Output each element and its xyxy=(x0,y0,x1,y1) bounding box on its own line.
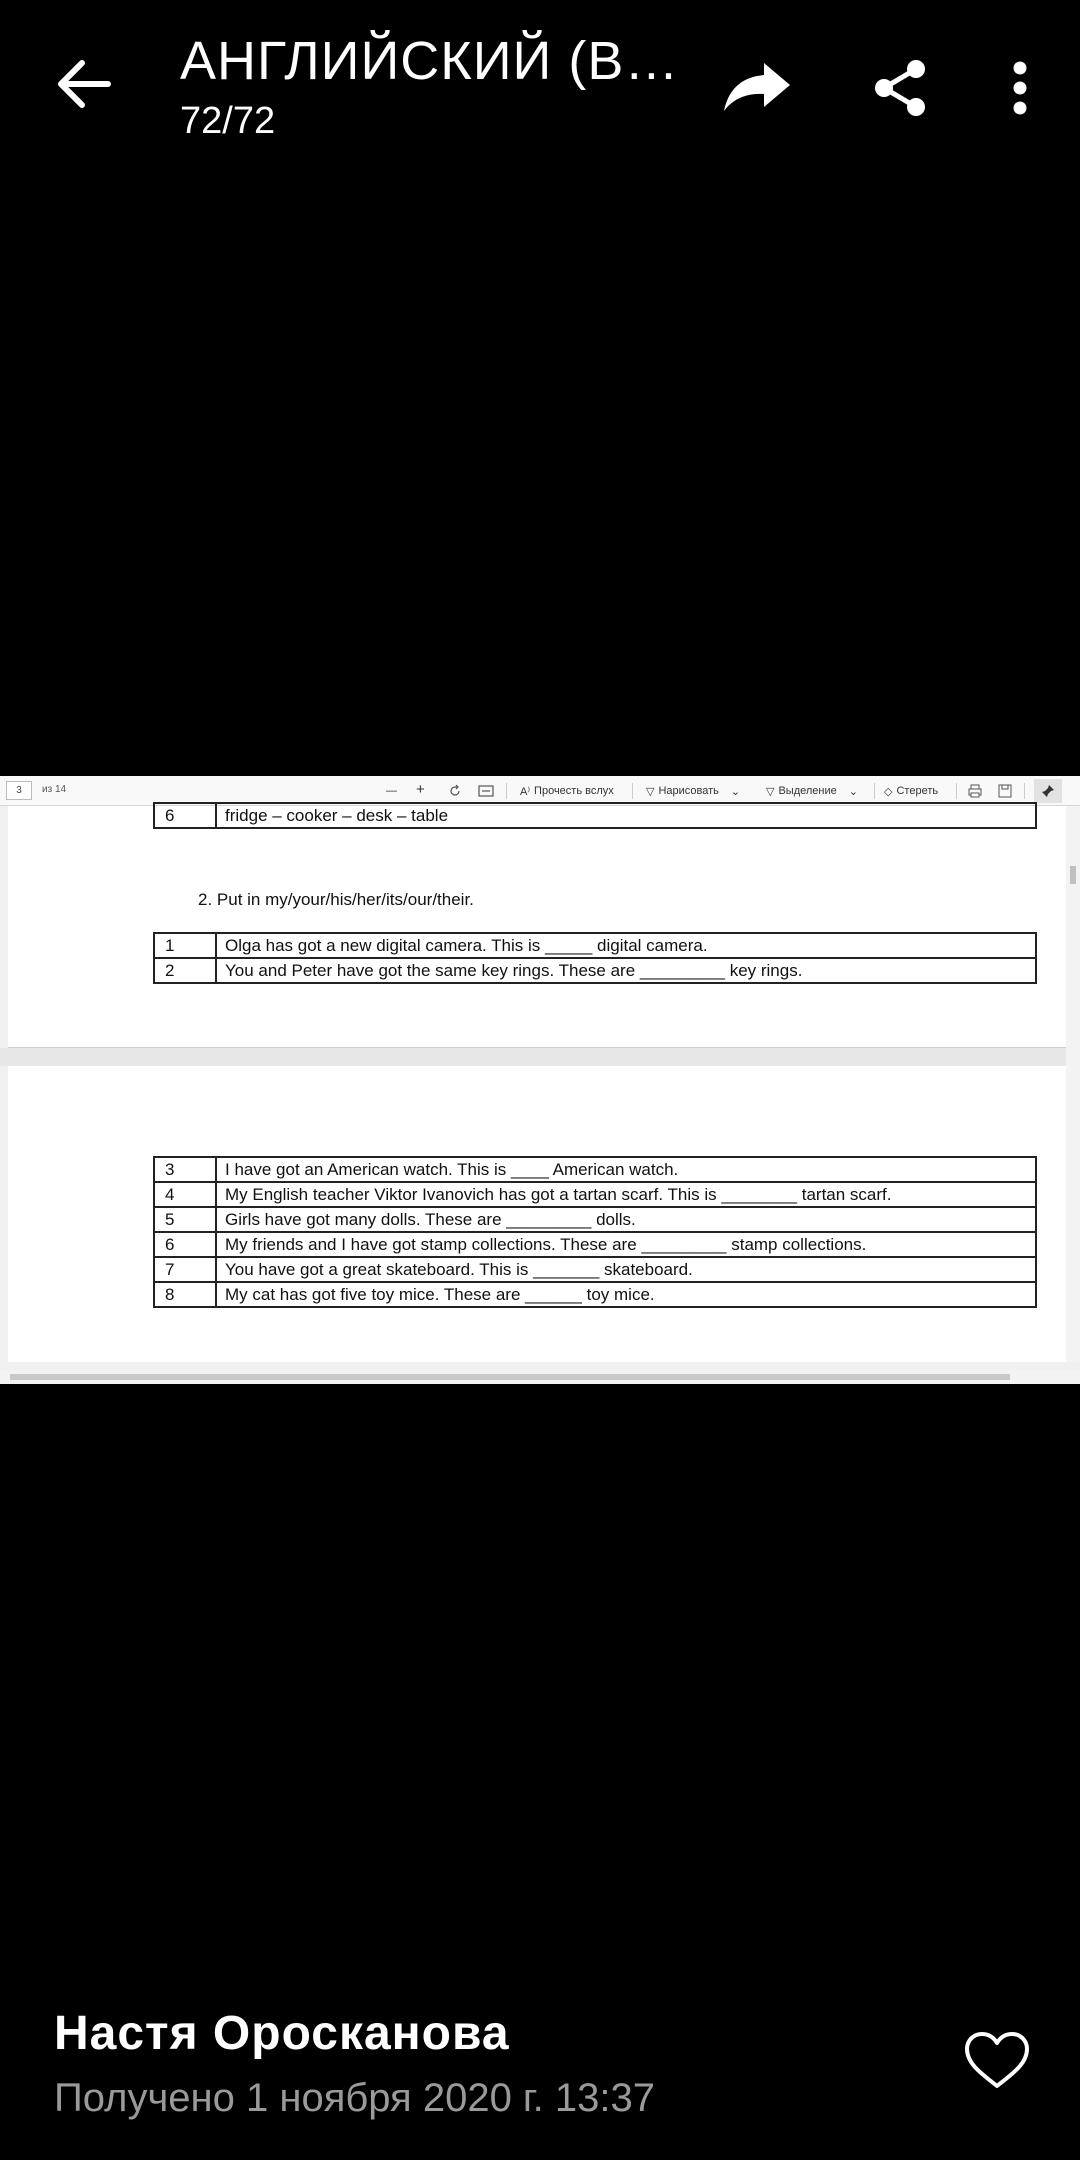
row-number: 5 xyxy=(154,1207,216,1232)
draw-label: Нарисовать xyxy=(658,785,719,797)
minus-icon: — xyxy=(386,785,397,797)
row-number: 8 xyxy=(154,1282,216,1307)
draw-button[interactable] xyxy=(646,783,740,799)
read-aloud-button[interactable] xyxy=(520,783,614,799)
row-text: I have got an American watch. This is ____ American watch. xyxy=(216,1157,1036,1182)
pdf-page-1 xyxy=(8,806,1066,1048)
erase-label: Стереть xyxy=(896,785,939,797)
row-text: You have got a great skateboard. This is _______ skateboard. xyxy=(216,1257,1036,1282)
table-row xyxy=(154,1282,1036,1307)
vertical-scrollbar[interactable] xyxy=(1066,806,1080,1362)
row-number: 6 xyxy=(154,803,216,828)
row-number: 4 xyxy=(154,1182,216,1207)
highlight-button[interactable] xyxy=(766,783,858,799)
highlight-icon: ▽ xyxy=(766,785,775,798)
pdf-page-2 xyxy=(8,1066,1066,1362)
top-app-bar xyxy=(0,0,1080,160)
table-row xyxy=(154,958,1036,983)
zoom-in-button[interactable] xyxy=(416,781,425,797)
chevron-down-icon: ⌄ xyxy=(730,785,741,798)
row-number: 6 xyxy=(154,1232,216,1257)
row-number: 2 xyxy=(154,958,216,983)
print-icon[interactable] xyxy=(968,783,982,799)
table-row xyxy=(154,1157,1036,1182)
heart-icon[interactable] xyxy=(962,2030,1032,2092)
highlight-label: Выделение xyxy=(778,785,837,797)
eraser-icon: ◇ xyxy=(884,785,893,798)
page-gap xyxy=(0,1048,1080,1066)
read-aloud-icon: A⁾ xyxy=(520,785,531,798)
table-row xyxy=(154,1207,1036,1232)
row-text: Girls have got many dolls. These are _________ dolls. xyxy=(216,1207,1036,1232)
chevron-down-icon: ⌄ xyxy=(848,785,858,798)
task-title: 2. Put in my/your/his/her/its/our/their. xyxy=(198,890,474,909)
table-row xyxy=(154,803,1036,828)
screenshot-image[interactable] xyxy=(0,776,1080,1384)
share-icon[interactable] xyxy=(862,50,938,126)
exercise-2-table xyxy=(153,932,1037,984)
image-counter: 72/72 xyxy=(180,100,276,142)
more-options-icon[interactable] xyxy=(1000,50,1040,126)
row-text: My friends and I have got stamp collections. These are _________ stamp collections. xyxy=(216,1232,1036,1257)
fit-page-icon[interactable] xyxy=(478,783,494,799)
rotate-icon[interactable] xyxy=(448,783,462,799)
row-text: Olga has got a new digital camera. This is _____ digital camera. xyxy=(216,933,1036,958)
back-arrow-icon[interactable] xyxy=(44,44,124,124)
draw-icon: ▽ xyxy=(646,785,655,798)
horizontal-scrollbar[interactable] xyxy=(0,1370,1080,1384)
row-number: 1 xyxy=(154,933,216,958)
plus-icon: + xyxy=(416,780,425,798)
forward-icon[interactable] xyxy=(712,52,802,122)
sender-name: Настя Оросканова xyxy=(54,2007,510,2060)
pin-icon[interactable] xyxy=(1034,779,1062,803)
page-total: из 14 xyxy=(42,784,67,795)
row-number: 3 xyxy=(154,1157,216,1182)
chat-title: АНГЛИЙСКИЙ (В… xyxy=(180,31,680,91)
erase-button[interactable] xyxy=(884,783,938,799)
table-row xyxy=(154,1232,1036,1257)
read-aloud-label: Прочесть вслух xyxy=(534,785,614,797)
received-timestamp: Получено 1 ноября 2020 г. 13:37 xyxy=(54,2076,655,2120)
row-text: My cat has got five toy mice. These are ______ toy mice. xyxy=(216,1282,1036,1307)
scrollbar-thumb[interactable] xyxy=(1070,866,1076,884)
row-text: fridge – cooker – desk – table xyxy=(216,803,1036,828)
exercise-1-table xyxy=(153,802,1037,829)
row-number: 7 xyxy=(154,1257,216,1282)
row-text: My English teacher Viktor Ivanovich has got a tartan scarf. This is ________ tartan scarf. xyxy=(216,1182,1036,1207)
row-text: You and Peter have got the same key rings. These are _________ key rings. xyxy=(216,958,1036,983)
page-number-input[interactable]: 3 xyxy=(6,781,32,800)
exercise-2-table-continued xyxy=(153,1156,1037,1308)
table-row xyxy=(154,933,1036,958)
scrollbar-thumb[interactable] xyxy=(10,1374,1010,1380)
table-row xyxy=(154,1182,1036,1207)
zoom-out-button[interactable] xyxy=(386,783,397,799)
save-icon[interactable] xyxy=(998,783,1012,799)
table-row xyxy=(154,1257,1036,1282)
